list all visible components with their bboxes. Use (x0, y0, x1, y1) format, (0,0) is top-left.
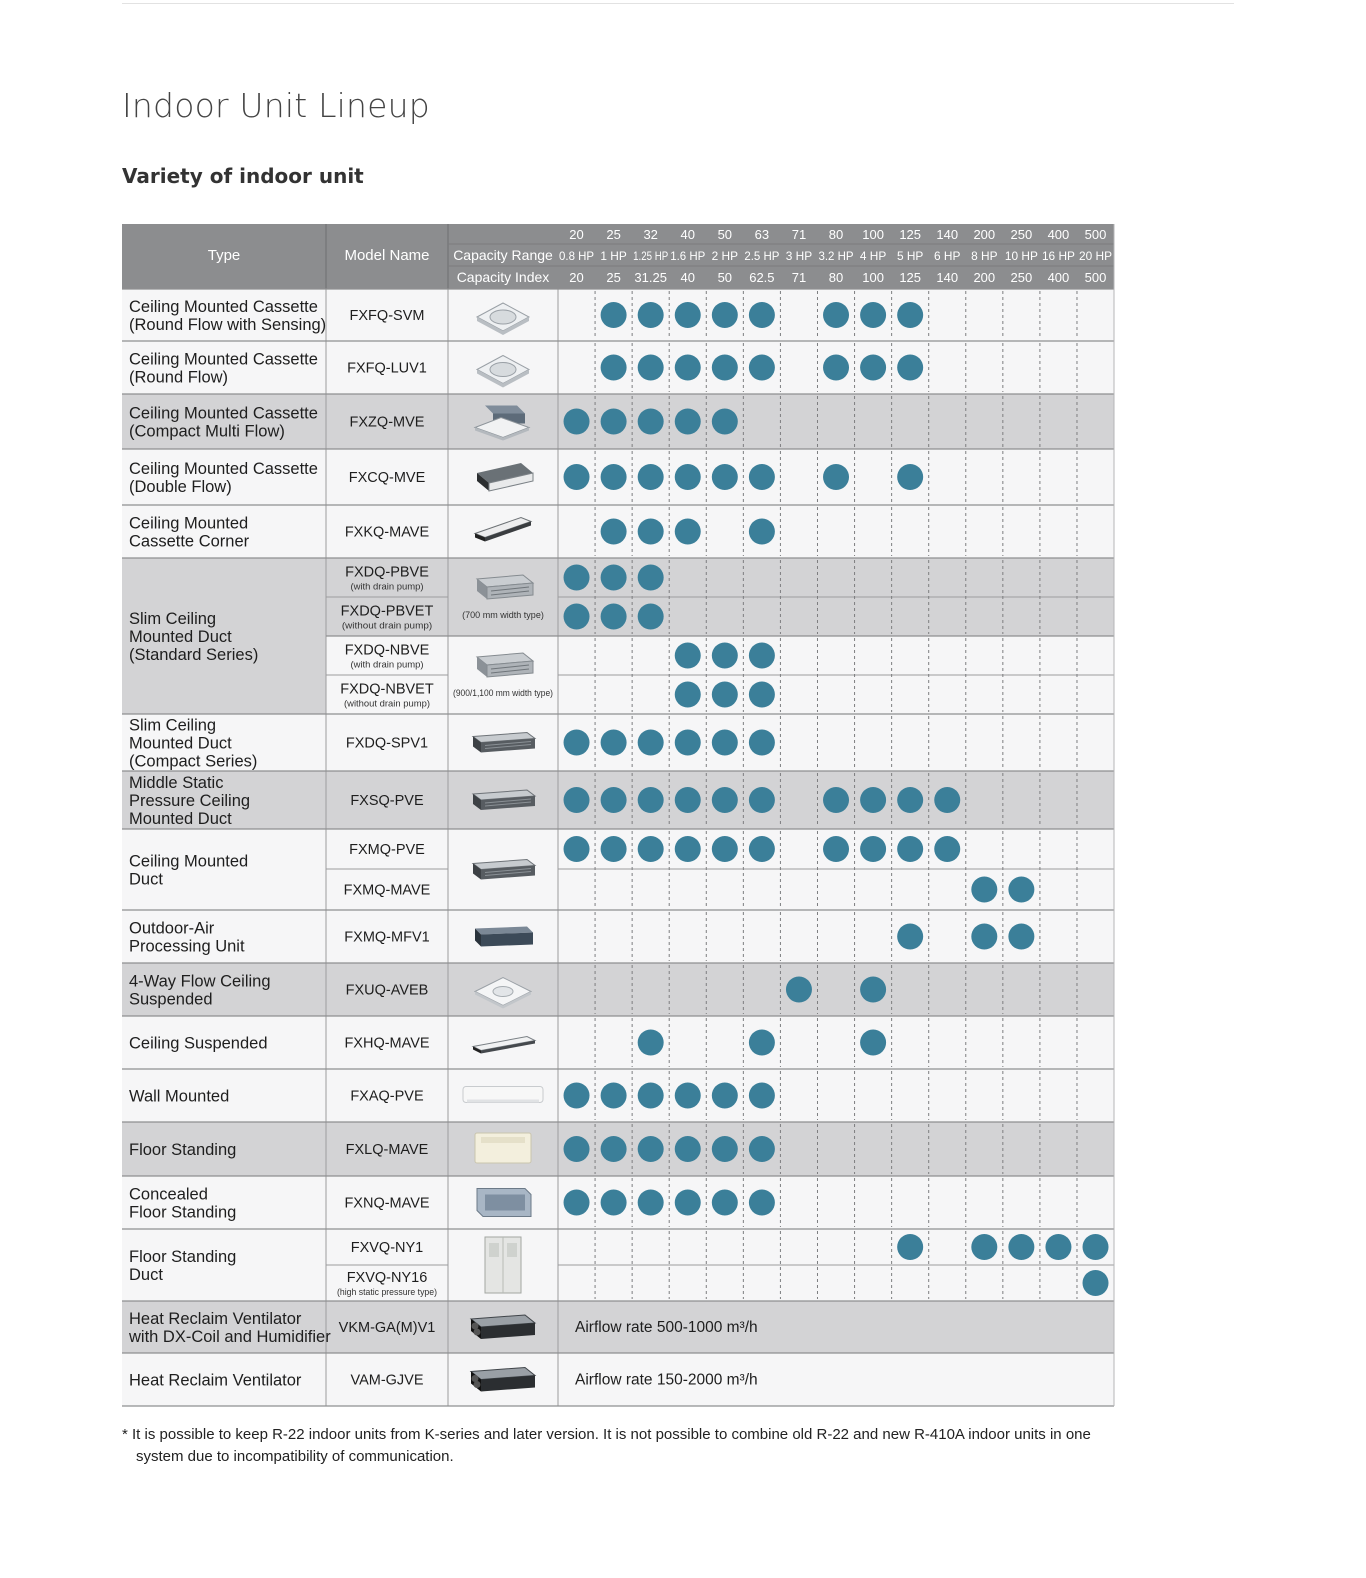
header-class-number: 80 (828, 227, 844, 242)
capacity-dot (675, 836, 701, 862)
capacity-dot (601, 565, 627, 591)
capacity-dot (675, 1136, 701, 1162)
header-class-number: 250 (1010, 227, 1033, 242)
unit-type-label: Cassette Corner (129, 532, 250, 551)
unit-type-label: (Compact Series) (129, 752, 258, 771)
capacity-dot (897, 302, 923, 328)
unit-type-label: Outdoor-Air (129, 919, 215, 938)
capacity-dot (1045, 1234, 1071, 1260)
capacity-dot (638, 836, 664, 862)
model-name: FXAQ-PVE (350, 1088, 424, 1105)
model-name: FXDQ-NBVE (344, 642, 430, 659)
capacity-dot (601, 519, 627, 545)
capacity-dot (712, 730, 738, 756)
header-capacity-index: 250 (1010, 270, 1033, 285)
header-capacity-index: 20 (569, 270, 584, 285)
capacity-dot (564, 565, 590, 591)
unit-type-label: Mounted Duct (129, 810, 232, 828)
capacity-dot (638, 355, 664, 381)
unit-type-label: Slim Ceiling (129, 716, 217, 735)
header-capacity-range: 3 HP (785, 249, 813, 263)
capacity-dot (638, 409, 664, 435)
footnote (122, 1424, 1122, 1468)
capacity-dot (823, 302, 849, 328)
header-capacity-index: 62.5 (749, 270, 775, 285)
model-name: FXVQ-NY1 (350, 1240, 424, 1256)
capacity-dot (601, 409, 627, 435)
header-capacity-index: 400 (1047, 270, 1070, 285)
capacity-dot (712, 464, 738, 490)
model-note: (with drain pump) (350, 659, 424, 671)
unit-type-label: Middle Static (129, 774, 224, 792)
footnote-line-1: * It is possible to keep R-22 indoor units from K-series and later version. It is not possible to combine old R-22 and new R-410A indoor units in one (122, 1426, 1091, 1443)
model-name: FXVQ-NY16 (346, 1270, 428, 1286)
unit-type-label: Mounted Duct (129, 734, 232, 753)
unit-type-label: Slim Ceiling (129, 610, 217, 628)
capacity-dot (749, 302, 775, 328)
header-capacity-index: 200 (973, 270, 996, 285)
capacity-dot (601, 1190, 627, 1216)
concealed-floor-unit-icon (477, 1189, 531, 1217)
capacity-dot (638, 1083, 664, 1109)
model-note: (high static pressure type) (337, 1287, 437, 1298)
header-capacity-range: 3.2 HP (818, 249, 854, 263)
unit-type-label: with DX-Coil and Humidifier (129, 1328, 331, 1346)
model-note: (without drain pump) (344, 698, 430, 710)
group-row-background (326, 963, 1114, 1016)
capacity-dot (638, 730, 664, 756)
header-capacity-range-label: Capacity Range (453, 247, 553, 263)
capacity-dot (749, 519, 775, 545)
header-class-number: 25 (606, 227, 621, 242)
capacity-dot (860, 355, 886, 381)
header-capacity-index: 50 (717, 270, 733, 285)
capacity-dot (897, 836, 923, 862)
capacity-dot (823, 464, 849, 490)
unit-type-label: Ceiling Mounted Cassette (129, 298, 318, 316)
capacity-dot (675, 302, 701, 328)
capacity-dot (749, 682, 775, 708)
header-capacity-index: 140 (936, 270, 959, 285)
capacity-dot (712, 355, 738, 381)
group-row-background (326, 505, 1114, 558)
header-class-number: 200 (973, 227, 996, 242)
capacity-dot (675, 355, 701, 381)
capacity-dot (675, 1083, 701, 1109)
header-class-number: 500 (1084, 227, 1107, 242)
footnote-line-2: system due to incompatibility of communication. (136, 1448, 454, 1465)
airflow-rate: Airflow rate 500-1000 m³/h (575, 1319, 758, 1336)
unit-type-label: Ceiling Mounted Cassette (129, 350, 318, 369)
unit-type-label: Ceiling Mounted (129, 852, 249, 871)
capacity-dot (638, 1136, 664, 1162)
capacity-dot (712, 409, 738, 435)
outdoor-air-unit-icon (475, 927, 533, 947)
model-note: (without drain pump) (341, 620, 433, 632)
capacity-dot (638, 787, 664, 813)
unit-type-label: Ceiling Mounted Cassette (129, 404, 318, 423)
capacity-dot (675, 464, 701, 490)
header-capacity-range: 1 HP (600, 249, 627, 263)
unit-type-label: Floor Standing (129, 1141, 237, 1159)
header-capacity-index: 71 (791, 270, 807, 285)
capacity-dot (749, 1083, 775, 1109)
capacity-dot (638, 519, 664, 545)
header-capacity-range: 5 HP (896, 249, 924, 263)
header-class-number: 400 (1047, 227, 1070, 242)
header-class-number: 40 (680, 227, 695, 242)
capacity-dot (601, 730, 627, 756)
model-name: FXMQ-MFV1 (344, 929, 430, 946)
header-capacity-range: 1.25 HP (633, 249, 669, 263)
capacity-dot (601, 464, 627, 490)
capacity-dot (749, 1190, 775, 1216)
capacity-dot (601, 302, 627, 328)
header-class-number: 140 (936, 227, 959, 242)
capacity-dot (712, 682, 738, 708)
group-row-background (326, 1016, 1114, 1069)
header-capacity-index: 40 (680, 270, 695, 285)
unit-type-label: (Standard Series) (129, 646, 259, 664)
model-name: FXSQ-PVE (350, 793, 424, 809)
capacity-dot (860, 302, 886, 328)
model-name: FXMQ-PVE (349, 842, 425, 858)
unit-type-label: Floor Standing (129, 1203, 237, 1222)
header-capacity-range: 8 HP (971, 249, 998, 263)
capacity-dot (564, 464, 590, 490)
capacity-dot (564, 604, 590, 630)
capacity-dot (1008, 924, 1034, 950)
capacity-dot (675, 643, 701, 669)
heat-reclaim-ventilator-icon (471, 1368, 535, 1392)
header-class-number: 71 (791, 227, 807, 242)
capacity-dot (638, 1190, 664, 1216)
model-name: FXNQ-MAVE (344, 1195, 430, 1212)
model-note: (with drain pump) (350, 581, 424, 593)
model-name: FXLQ-MAVE (345, 1142, 429, 1158)
capacity-dot (675, 682, 701, 708)
capacity-dot (601, 836, 627, 862)
capacity-dot (601, 355, 627, 381)
header-model-label: Model Name (344, 247, 430, 264)
model-name: FXMQ-MAVE (343, 882, 431, 899)
model-name: FXCQ-MVE (348, 470, 426, 486)
capacity-dot (934, 836, 960, 862)
capacity-dot (823, 836, 849, 862)
heat-reclaim-dx-icon (471, 1315, 535, 1339)
unit-type-label: Ceiling Mounted (129, 514, 249, 533)
unit-type-label: Duct (129, 1266, 163, 1284)
model-name: FXKQ-MAVE (344, 524, 430, 541)
model-name: FXDQ-PBVET (340, 603, 434, 620)
unit-type-label: Mounted Duct (129, 628, 232, 646)
header-class-number: 63 (754, 227, 770, 242)
capacity-dot (1083, 1234, 1109, 1260)
capacity-dot (823, 355, 849, 381)
header-class-number: 32 (643, 227, 658, 242)
capacity-dot (860, 787, 886, 813)
unit-type-label: Duct (129, 870, 163, 889)
model-name: FXFQ-SVM (349, 308, 425, 324)
capacity-dot (897, 1234, 923, 1260)
model-name: FXDQ-SPV1 (345, 735, 429, 752)
unit-type-label: Processing Unit (129, 937, 245, 956)
unit-type-label: Pressure Ceiling (129, 792, 251, 810)
unit-type-label: Suspended (129, 990, 213, 1009)
image-note: (900/1,100 mm width type) (453, 688, 553, 698)
header-class-number: 100 (862, 227, 884, 242)
capacity-dot (749, 355, 775, 381)
header-capacity-index: 80 (828, 270, 844, 285)
capacity-dot (564, 787, 590, 813)
capacity-dot (712, 787, 738, 813)
page-title: Indoor Unit Lineup (122, 86, 430, 125)
header-capacity-range: 10 HP (1004, 249, 1038, 263)
header-capacity-index: 31.25 (634, 270, 667, 285)
capacity-dot (786, 977, 812, 1003)
model-name: FXHQ-MAVE (344, 1035, 430, 1052)
unit-type-label: Floor Standing (129, 1248, 237, 1266)
header-capacity-index: 100 (862, 270, 884, 285)
capacity-dot (564, 730, 590, 756)
capacity-dot (1008, 877, 1034, 903)
capacity-dot (675, 730, 701, 756)
capacity-dot (712, 836, 738, 862)
capacity-dot (971, 1234, 997, 1260)
capacity-dot (823, 787, 849, 813)
capacity-dot (1008, 1234, 1034, 1260)
capacity-dot (897, 787, 923, 813)
capacity-dot (601, 1136, 627, 1162)
header-capacity-range: 16 HP (1041, 249, 1075, 263)
unit-type-label: Ceiling Mounted Cassette (129, 460, 318, 478)
floor-standing-unit-icon (475, 1133, 531, 1163)
capacity-dot (675, 1190, 701, 1216)
capacity-dot (860, 836, 886, 862)
capacity-dot (897, 464, 923, 490)
unit-type-label: Ceiling Suspended (129, 1034, 268, 1053)
capacity-dot (638, 604, 664, 630)
capacity-dot (971, 924, 997, 950)
model-name: FXZQ-MVE (349, 414, 425, 431)
capacity-dot (564, 1136, 590, 1162)
capacity-dot (712, 1136, 738, 1162)
capacity-dot (749, 787, 775, 813)
capacity-dot (860, 977, 886, 1003)
unit-type-label: (Round Flow) (129, 368, 229, 387)
capacity-dot (564, 1083, 590, 1109)
header-capacity-range: 2.5 HP (744, 249, 780, 263)
capacity-dot (712, 643, 738, 669)
unit-type-label: (Compact Multi Flow) (129, 422, 285, 441)
header-type-label: Type (207, 247, 241, 264)
capacity-dot (971, 877, 997, 903)
capacity-dot (712, 1190, 738, 1216)
capacity-dot (675, 409, 701, 435)
capacity-dot (601, 1083, 627, 1109)
airflow-rate: Airflow rate 150-2000 m³/h (575, 1371, 758, 1389)
capacity-dot (749, 1030, 775, 1056)
capacity-dot (934, 787, 960, 813)
image-note: (700 mm width type) (462, 610, 544, 620)
header-capacity-index: 500 (1084, 270, 1107, 285)
header-class-number: 50 (717, 227, 733, 242)
unit-type-label: Concealed (129, 1185, 208, 1204)
header-capacity-range: 4 HP (859, 249, 887, 263)
model-name: FXUQ-AVEB (345, 982, 429, 999)
header-capacity-range: 20 HP (1079, 249, 1113, 263)
unit-type-label: Heat Reclaim Ventilator (129, 1310, 302, 1328)
header-capacity-index-label: Capacity Index (456, 269, 550, 285)
capacity-dot (712, 1083, 738, 1109)
capacity-dot (638, 464, 664, 490)
capacity-dot (749, 464, 775, 490)
header-capacity-range: 6 HP (934, 249, 961, 263)
header-capacity-range: 0.8 HP (559, 249, 595, 263)
capacity-dot (675, 519, 701, 545)
model-name: VKM-GA(M)V1 (338, 1320, 436, 1336)
capacity-dot (749, 836, 775, 862)
header-capacity-index: 125 (899, 270, 922, 285)
unit-type-label: (Double Flow) (129, 478, 232, 496)
unit-type-label: Heat Reclaim Ventilator (129, 1371, 302, 1390)
unit-type-label: 4-Way Flow Ceiling (129, 972, 271, 991)
header-class-number: 20 (569, 227, 584, 242)
capacity-dot (712, 302, 738, 328)
slim-duct-wide-unit-icon (477, 653, 533, 677)
capacity-dot (601, 604, 627, 630)
capacity-dot (749, 1136, 775, 1162)
floor-duct-cabinet-icon (485, 1237, 521, 1293)
capacity-dot (638, 1030, 664, 1056)
header-class-number: 125 (899, 227, 922, 242)
unit-type-label: Wall Mounted (129, 1087, 230, 1106)
slim-duct-unit-icon (477, 575, 533, 599)
model-name: FXDQ-NBVET (340, 681, 434, 698)
wall-mounted-unit-icon (463, 1087, 543, 1103)
capacity-dot (897, 924, 923, 950)
capacity-dot (564, 409, 590, 435)
capacity-dot (601, 787, 627, 813)
capacity-dot (638, 302, 664, 328)
capacity-dot (749, 643, 775, 669)
capacity-dot (638, 565, 664, 591)
section-title: Variety of indoor unit (122, 164, 364, 188)
model-name: FXFQ-LUV1 (347, 360, 427, 377)
header-capacity-range: 2 HP (711, 249, 739, 263)
unit-type-label: (Round Flow with Sensing) (129, 316, 327, 334)
capacity-dot (897, 355, 923, 381)
model-name: VAM-GJVE (350, 1372, 424, 1389)
capacity-dot (749, 730, 775, 756)
capacity-dot (675, 787, 701, 813)
header-capacity-range: 1.6 HP (670, 249, 706, 263)
capacity-dot (564, 1190, 590, 1216)
capacity-dot (1083, 1270, 1109, 1296)
capacity-dot (860, 1030, 886, 1056)
capacity-dot (564, 836, 590, 862)
model-name: FXDQ-PBVE (345, 564, 429, 581)
header-capacity-index: 25 (606, 270, 621, 285)
